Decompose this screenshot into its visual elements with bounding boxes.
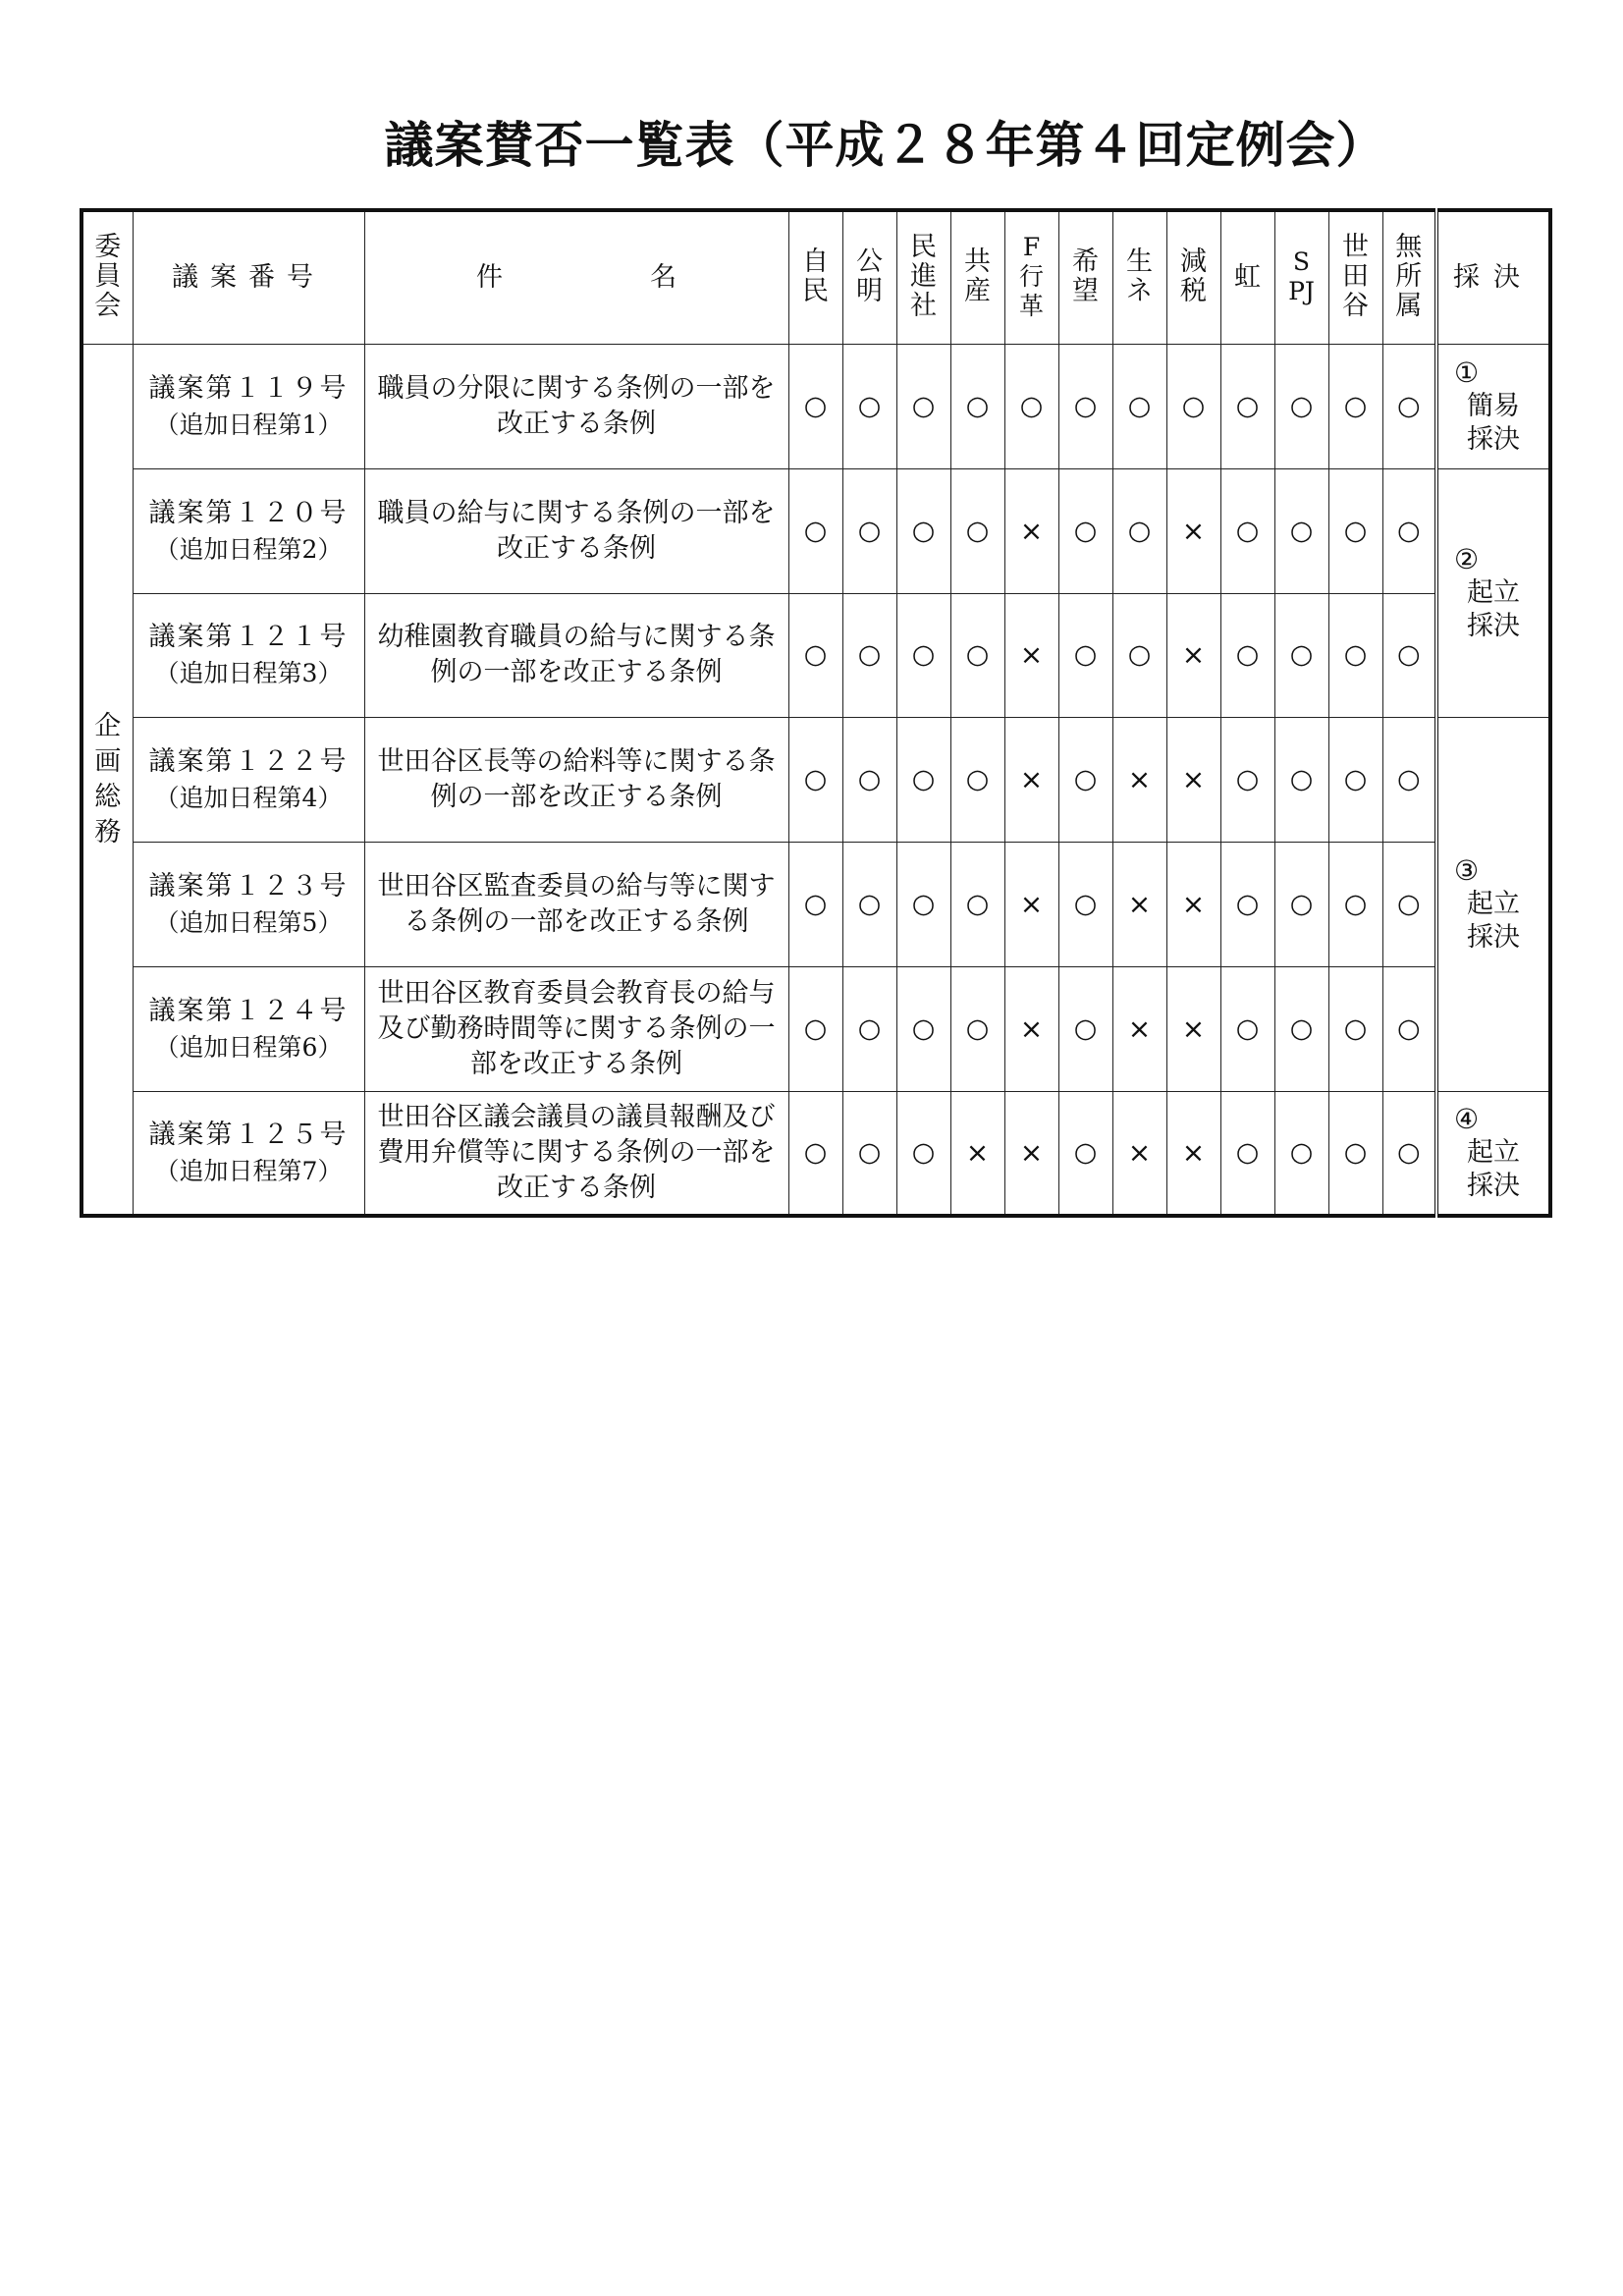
vote-mark: ○ (896, 718, 950, 843)
vote-mark: ○ (842, 966, 896, 1091)
vote-mark: ○ (1220, 1091, 1274, 1216)
result-number: ③ (1454, 854, 1480, 888)
bill-row (81, 468, 1550, 593)
result-label: 採決 (1467, 611, 1520, 642)
vote-mark: ○ (1274, 966, 1328, 1091)
bill-number-cell (133, 593, 364, 718)
bill-number: 議案第１２３号 (148, 871, 349, 902)
vote-mark: ○ (950, 593, 1004, 718)
vote-mark: ○ (1220, 345, 1274, 469)
vote-mark: × (1004, 593, 1058, 718)
vote-mark: × (1166, 593, 1220, 718)
vote-mark: ○ (1220, 468, 1274, 593)
vote-mark: ○ (788, 843, 842, 967)
vote-mark: ○ (1274, 1091, 1328, 1216)
vote-mark: ○ (1220, 843, 1274, 967)
vote-mark: × (1166, 718, 1220, 843)
bill-row (81, 966, 1550, 1091)
bill-subject: 世田谷区教育委員会教育長の給与及び勤務時間等に関する条例の一部を改正する条例 (364, 966, 788, 1091)
vote-mark: ○ (1382, 966, 1436, 1091)
vote-mark: ○ (950, 345, 1004, 469)
bill-schedule: （追加日程第5） (154, 908, 343, 938)
result-label: 採決 (1467, 423, 1520, 455)
committee-char: 企 (94, 710, 122, 741)
vote-mark: ○ (1058, 843, 1112, 967)
header-row (81, 210, 1550, 345)
vote-mark: ○ (842, 718, 896, 843)
vote-mark: ○ (1058, 345, 1112, 469)
vote-mark: ○ (1382, 1091, 1436, 1216)
vote-mark: ○ (1058, 593, 1112, 718)
vote-mark: × (1166, 966, 1220, 1091)
result-method: 簡易 (1467, 390, 1520, 421)
party-header-spj: SPJ (1274, 210, 1328, 345)
vote-mark: ○ (896, 345, 950, 469)
vote-mark: ○ (1058, 468, 1112, 593)
bill-subject: 幼稚園教育職員の給与に関する条例の一部を改正する条例 (364, 593, 788, 718)
vote-mark: ○ (896, 966, 950, 1091)
vote-mark: ○ (1382, 843, 1436, 967)
vote-mark: × (1004, 966, 1058, 1091)
bill-number: 議案第１２０号 (148, 497, 349, 528)
vote-mark: ○ (842, 593, 896, 718)
committee-char: 総 (94, 781, 122, 812)
committee-cell (81, 345, 133, 1217)
party-header-genzei: 減税 (1166, 210, 1220, 345)
vote-mark: × (1166, 1091, 1220, 1216)
bill-subject: 職員の給与に関する条例の一部を改正する条例 (364, 468, 788, 593)
vote-mark: × (1112, 966, 1166, 1091)
bill-number-cell (133, 345, 364, 469)
bill-subject: 世田谷区議会議員の議員報酬及び費用弁償等に関する条例の一部を改正する条例 (364, 1091, 788, 1216)
party-header-kibo: 希望 (1058, 210, 1112, 345)
vote-mark: ○ (788, 593, 842, 718)
bill-number-cell (133, 843, 364, 967)
vote-mark: × (1166, 468, 1220, 593)
bill-schedule: （追加日程第4） (154, 784, 343, 813)
vote-mark: ○ (1382, 718, 1436, 843)
vote-mark: × (1004, 843, 1058, 967)
vote-mark: ○ (1328, 1091, 1382, 1216)
party-header-mushozoku: 無所属 (1382, 210, 1436, 345)
bill-row (81, 718, 1550, 843)
vote-mark: ○ (1112, 593, 1166, 718)
vote-mark: ○ (1382, 345, 1436, 469)
vote-mark: ○ (1382, 593, 1436, 718)
result-header: 採決 (1436, 210, 1550, 345)
bill-row (81, 345, 1550, 469)
vote-mark: ○ (788, 966, 842, 1091)
result-cell (1436, 468, 1550, 718)
party-header-kyosan: 共産 (950, 210, 1004, 345)
vote-mark: ○ (1328, 718, 1382, 843)
vote-mark: ○ (950, 468, 1004, 593)
vote-mark: × (1112, 843, 1166, 967)
vote-mark: × (1004, 1091, 1058, 1216)
vote-mark: ○ (1004, 345, 1058, 469)
vote-mark: ○ (788, 1091, 842, 1216)
vote-mark: ○ (1382, 468, 1436, 593)
party-header-minshin: 民進社 (896, 210, 950, 345)
vote-mark: ○ (1166, 345, 1220, 469)
party-header-niji: 虹 (1220, 210, 1274, 345)
bill-number-header: 議案番号 (133, 210, 364, 345)
vote-mark: ○ (788, 468, 842, 593)
bill-subject: 職員の分限に関する条例の一部を改正する条例 (364, 345, 788, 469)
bill-schedule: （追加日程第2） (154, 534, 343, 564)
vote-mark: ○ (950, 843, 1004, 967)
bill-number-cell (133, 1091, 364, 1216)
committee-char: 務 (94, 816, 122, 847)
bill-row (81, 593, 1550, 718)
party-header-komei: 公明 (842, 210, 896, 345)
vote-mark: ○ (950, 966, 1004, 1091)
vote-mark: ○ (1328, 345, 1382, 469)
result-number: ① (1454, 355, 1480, 389)
bill-subject: 世田谷区監査委員の給与等に関する条例の一部を改正する条例 (364, 843, 788, 967)
party-header-seine: 生ネ (1112, 210, 1166, 345)
vote-mark: ○ (896, 468, 950, 593)
result-method: 起立 (1467, 889, 1520, 920)
bill-row (81, 843, 1550, 967)
vote-mark: ○ (896, 1091, 950, 1216)
vote-mark: × (1112, 1091, 1166, 1216)
vote-mark: ○ (896, 593, 950, 718)
bill-schedule: （追加日程第6） (154, 1032, 343, 1062)
bill-schedule: （追加日程第1） (154, 410, 343, 439)
vote-mark: ○ (788, 718, 842, 843)
bill-number: 議案第１２５号 (148, 1119, 349, 1150)
vote-mark: ○ (1058, 1091, 1112, 1216)
bill-schedule: （追加日程第3） (154, 659, 343, 688)
committee-char: 画 (94, 745, 122, 777)
bill-number: 議案第１２１号 (148, 622, 349, 653)
vote-mark: ○ (788, 345, 842, 469)
vote-mark: ○ (1328, 843, 1382, 967)
committee-header: 委員会 (81, 210, 133, 345)
vote-mark: × (950, 1091, 1004, 1216)
vote-mark: ○ (1274, 345, 1328, 469)
vote-mark: ○ (1058, 966, 1112, 1091)
vote-mark: ○ (1058, 718, 1112, 843)
vote-table (80, 208, 1552, 1218)
vote-mark: ○ (950, 718, 1004, 843)
bill-number-cell (133, 468, 364, 593)
bill-number-cell (133, 718, 364, 843)
vote-mark: ○ (1112, 468, 1166, 593)
vote-mark: ○ (842, 468, 896, 593)
result-number: ② (1454, 543, 1480, 576)
bill-schedule: （追加日程第7） (154, 1156, 343, 1185)
bill-subject: 世田谷区長等の給料等に関する条例の一部を改正する条例 (364, 718, 788, 843)
vote-mark: ○ (1220, 593, 1274, 718)
bill-number: 議案第１２２号 (148, 746, 349, 778)
vote-mark: ○ (842, 345, 896, 469)
vote-mark: ○ (1112, 345, 1166, 469)
bill-number: 議案第１２４号 (148, 995, 349, 1026)
result-cell (1436, 718, 1550, 1091)
bill-number: 議案第１１９号 (148, 372, 349, 404)
vote-mark: × (1166, 843, 1220, 967)
vote-mark: ○ (896, 843, 950, 967)
bill-row (81, 1091, 1550, 1216)
vote-mark: ○ (1220, 718, 1274, 843)
vote-mark: × (1004, 718, 1058, 843)
result-label: 採決 (1467, 922, 1520, 954)
party-header-jimin: 自民 (788, 210, 842, 345)
vote-mark: ○ (1274, 843, 1328, 967)
vote-mark: ○ (842, 843, 896, 967)
party-header-setagaya: 世田谷 (1328, 210, 1382, 345)
vote-mark: × (1112, 718, 1166, 843)
result-cell (1436, 1091, 1550, 1216)
vote-mark: ○ (1220, 966, 1274, 1091)
result-method: 起立 (1467, 1136, 1520, 1168)
vote-mark: × (1004, 468, 1058, 593)
result-method: 起立 (1467, 577, 1520, 609)
vote-mark: ○ (1328, 593, 1382, 718)
bill-number-cell (133, 966, 364, 1091)
result-cell (1436, 345, 1550, 469)
result-number: ④ (1454, 1102, 1480, 1135)
vote-mark: ○ (1328, 966, 1382, 1091)
vote-mark: ○ (1328, 468, 1382, 593)
vote-mark: ○ (842, 1091, 896, 1216)
party-header-f-gyokaku: F行革 (1004, 210, 1058, 345)
vote-mark: ○ (1274, 468, 1328, 593)
page-title: 議案賛否一覧表（平成２８年第４回定例会） (384, 116, 1386, 174)
vote-mark: ○ (1274, 593, 1328, 718)
result-label: 採決 (1467, 1170, 1520, 1201)
vote-mark: ○ (1274, 718, 1328, 843)
subject-header: 件 名 (364, 210, 788, 345)
